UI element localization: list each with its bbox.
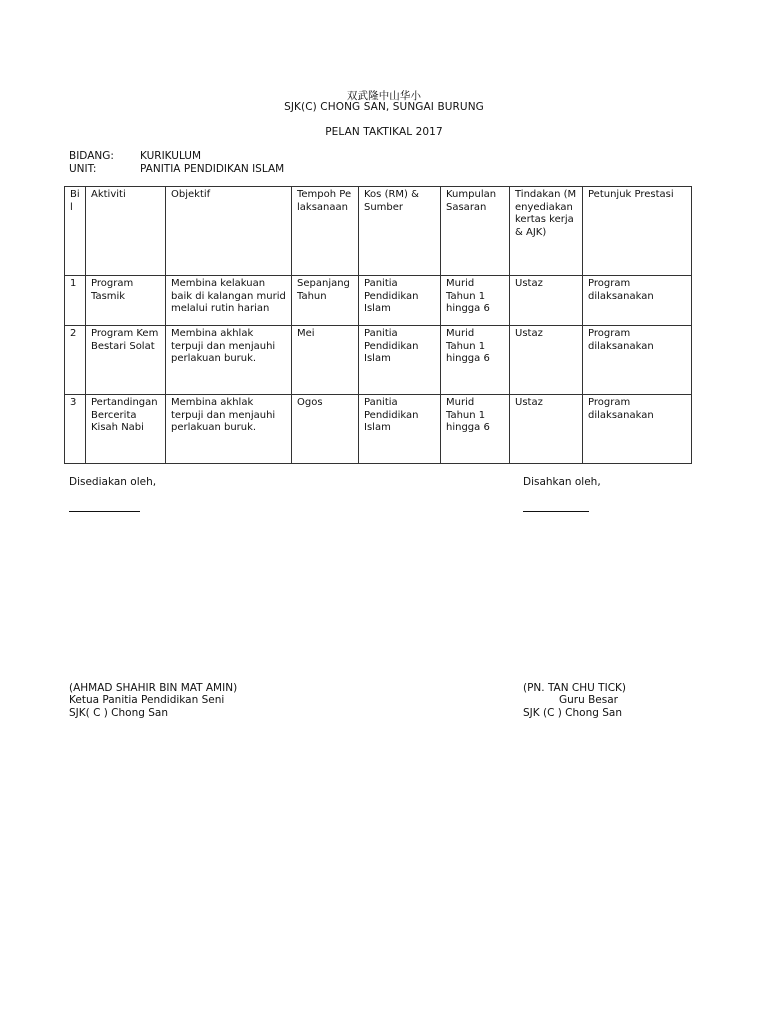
unit-label: UNIT: bbox=[69, 163, 97, 175]
row-petunjuk: Program dilaksanakan bbox=[583, 395, 692, 464]
header-tempoh: Tempoh Pelaksanaan bbox=[292, 187, 359, 276]
approved-by-school: SJK (C ) Chong San bbox=[523, 707, 623, 719]
bidang-label: BIDANG: bbox=[69, 150, 114, 162]
row-kos: Panitia Pendidikan Islam bbox=[359, 276, 441, 326]
table-header-row bbox=[65, 187, 692, 276]
unit-value: PANITIA PENDIDIKAN ISLAM bbox=[140, 163, 285, 175]
prepared-by-name: (AHMAD SHAHIR BIN MAT AMIN) bbox=[69, 682, 238, 694]
chinese-school-name: 双武隆中山华小 bbox=[346, 90, 422, 102]
row-objektif: Membina kelakuan baik di kalangan murid melalui rutin harian bbox=[166, 276, 292, 326]
prepared-by-label: Disediakan oleh, bbox=[69, 476, 157, 488]
row-kumpulan: Murid Tahun 1 hingga 6 bbox=[441, 326, 510, 395]
approved-signature-line bbox=[523, 511, 589, 512]
table-row bbox=[65, 276, 692, 326]
table-row bbox=[65, 326, 692, 395]
header-kumpulan: Kumpulan Sasaran bbox=[441, 187, 510, 276]
plan-title: PELAN TAKTIKAL 2017 bbox=[325, 126, 443, 138]
header-petunjuk: Petunjuk Prestasi bbox=[583, 187, 692, 276]
row-tindakan: Ustaz bbox=[510, 395, 583, 464]
prepared-by-role: Ketua Panitia Pendidikan Seni bbox=[69, 694, 225, 706]
header-tindakan: Tindakan (Menyediakan kertas kerja & AJK) bbox=[510, 187, 583, 276]
prepared-by-school: SJK( C ) Chong San bbox=[69, 707, 169, 719]
table-row bbox=[65, 395, 692, 464]
approved-by-role: Guru Besar bbox=[559, 694, 618, 706]
tactical-plan-table bbox=[64, 186, 692, 464]
approved-by-label: Disahkan oleh, bbox=[523, 476, 601, 488]
row-aktiviti: Pertandingan Bercerita Kisah Nabi bbox=[86, 395, 166, 464]
approved-by-name: (PN. TAN CHU TICK) bbox=[523, 682, 627, 694]
row-kos: Panitia Pendidikan Islam bbox=[359, 326, 441, 395]
row-tindakan: Ustaz bbox=[510, 276, 583, 326]
header-kos: Kos (RM) & Sumber bbox=[359, 187, 441, 276]
row-kos: Panitia Pendidikan Islam bbox=[359, 395, 441, 464]
row-kumpulan: Murid Tahun 1 hingga 6 bbox=[441, 395, 510, 464]
bidang-value: KURIKULUM bbox=[140, 150, 202, 162]
row-objektif: Membina akhlak terpuji dan menjauhi perlakuan buruk. bbox=[166, 395, 292, 464]
row-bil: 3 bbox=[65, 395, 86, 464]
header-bil: Bil bbox=[65, 187, 86, 276]
row-bil: 1 bbox=[65, 276, 86, 326]
row-objektif: Membina akhlak terpuji dan menjauhi perlakuan buruk. bbox=[166, 326, 292, 395]
row-aktiviti: Program Kem Bestari Solat bbox=[86, 326, 166, 395]
header-objektif: Objektif bbox=[166, 187, 292, 276]
row-tempoh: Ogos bbox=[292, 395, 359, 464]
row-tempoh: Mei bbox=[292, 326, 359, 395]
school-name: SJK(C) CHONG SAN, SUNGAI BURUNG bbox=[284, 101, 484, 113]
row-petunjuk: Program dilaksanakan bbox=[583, 326, 692, 395]
row-tempoh: Sepanjang Tahun bbox=[292, 276, 359, 326]
row-aktiviti: Program Tasmik bbox=[86, 276, 166, 326]
prepared-signature-line bbox=[69, 511, 140, 512]
row-tindakan: Ustaz bbox=[510, 326, 583, 395]
row-kumpulan: Murid Tahun 1 hingga 6 bbox=[441, 276, 510, 326]
row-petunjuk: Program dilaksanakan bbox=[583, 276, 692, 326]
row-bil: 2 bbox=[65, 326, 86, 395]
header-aktiviti: Aktiviti bbox=[86, 187, 166, 276]
